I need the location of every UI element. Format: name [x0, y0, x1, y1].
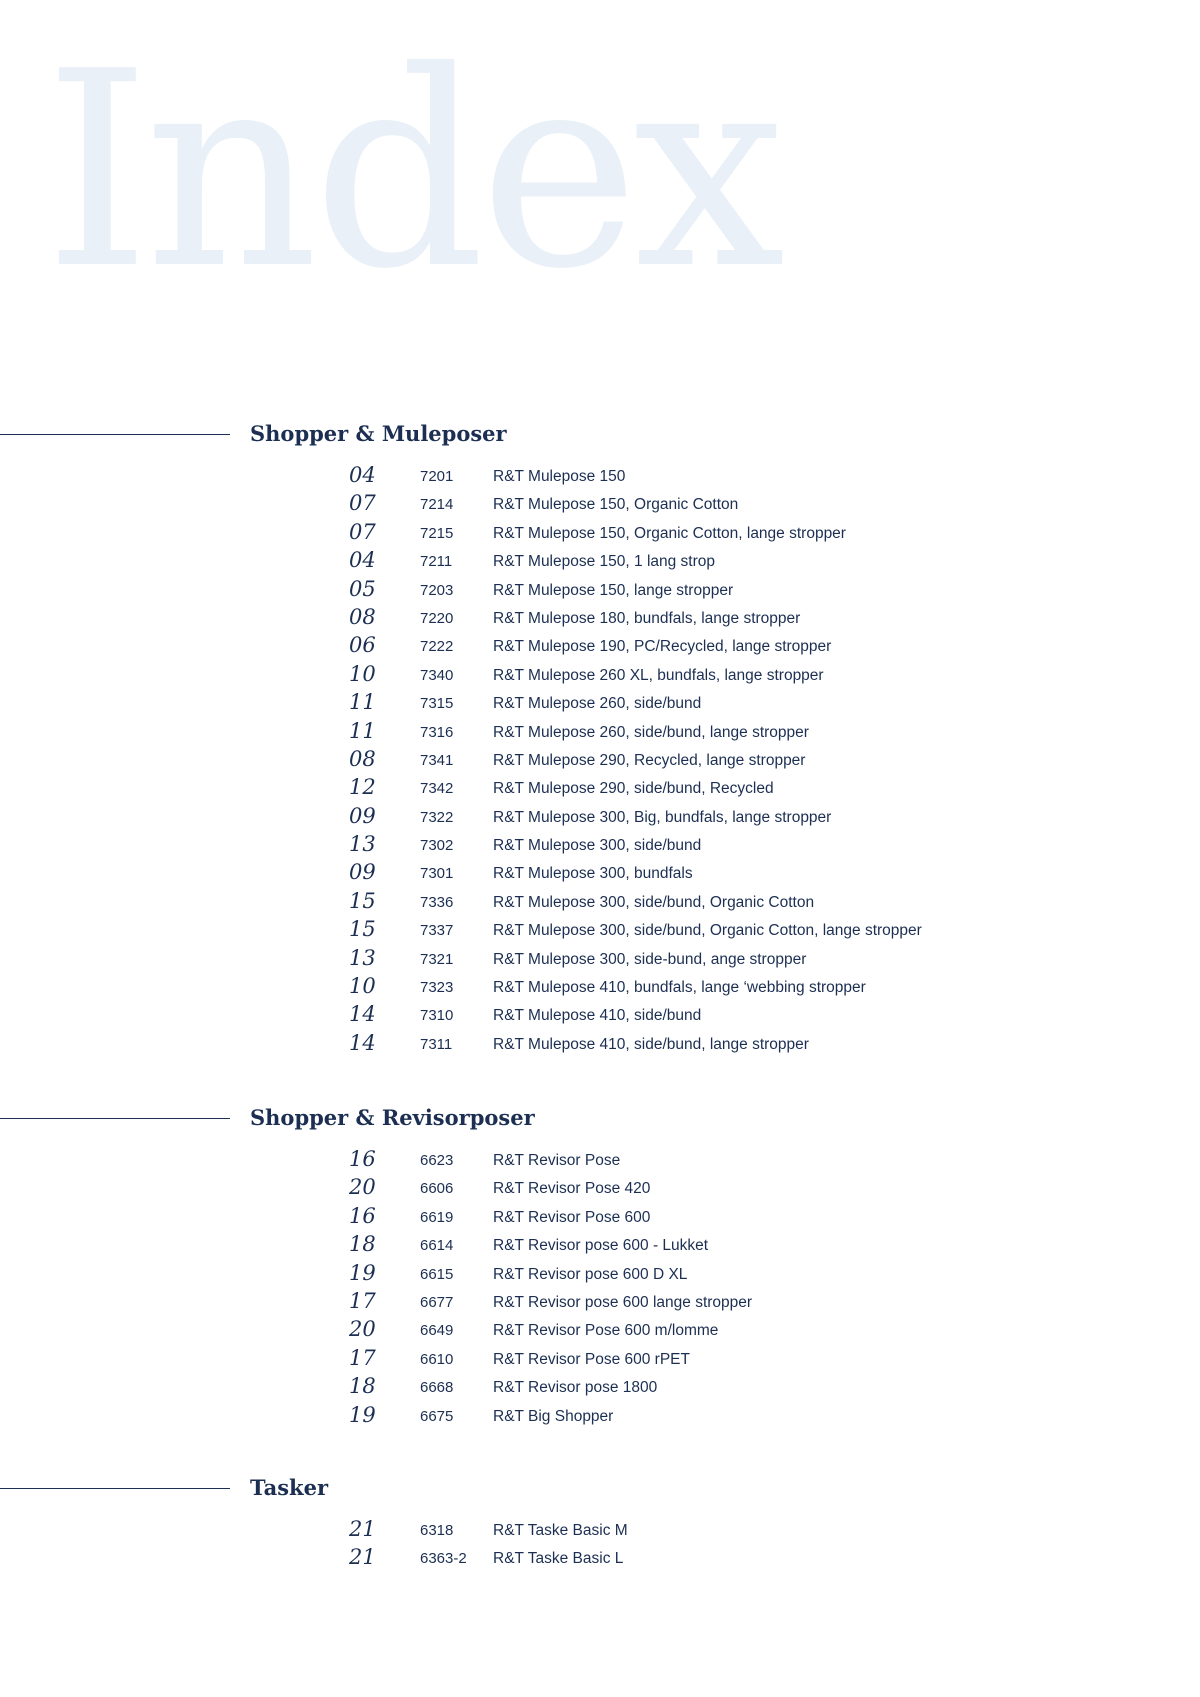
index-row — [0, 1344, 1200, 1372]
product-code: 7201 — [420, 468, 454, 485]
product-name: R&T Mulepose 260, side/bund, lange stropper — [493, 723, 809, 741]
index-row — [0, 915, 1200, 943]
product-code: 7337 — [420, 922, 454, 940]
index-row — [0, 1230, 1200, 1258]
product-code: 6623 — [420, 1152, 454, 1169]
product-name: R&T Mulepose 300, side/bund — [493, 837, 702, 855]
page-number: 06 — [349, 633, 376, 658]
index-row — [0, 1287, 1200, 1315]
product-name: R&T Mulepose 300, bundfals — [493, 865, 693, 883]
index-row — [0, 1515, 1200, 1543]
page-number: 14 — [349, 1030, 376, 1055]
page-number: 09 — [349, 860, 376, 885]
index-row — [0, 1173, 1200, 1201]
product-code: 6615 — [420, 1265, 454, 1283]
product-code: 7220 — [420, 609, 454, 627]
product-name: R&T Mulepose 300, side/bund, Organic Cotton — [493, 893, 815, 911]
index-row — [0, 575, 1200, 603]
index-row — [0, 1202, 1200, 1230]
product-name: R&T Mulepose 190, PC/Recycled, lange stropper — [493, 638, 832, 656]
page-number: 08 — [349, 604, 376, 629]
page-number: 20 — [349, 1317, 376, 1342]
product-code: 7316 — [420, 723, 454, 741]
page-number: 20 — [349, 1175, 376, 1200]
product-name: R&T Revisor Pose — [493, 1152, 621, 1169]
product-code: 6677 — [420, 1293, 454, 1311]
index-row — [0, 773, 1200, 801]
product-code: 7203 — [420, 581, 454, 599]
index-row — [0, 745, 1200, 773]
page-number: 15 — [349, 888, 376, 913]
product-code: 6610 — [420, 1350, 454, 1368]
index-row — [0, 972, 1200, 1000]
product-name: R&T Mulepose 290, side/bund, Recycled — [493, 780, 774, 798]
product-code: 7342 — [420, 780, 454, 798]
page-number: 21 — [349, 1517, 376, 1541]
section-rule — [0, 1488, 230, 1489]
page-number: 04 — [349, 548, 376, 573]
product-name: R&T Mulepose 180, bundfals, lange stropper — [493, 609, 801, 627]
product-name: R&T Mulepose 150, lange stropper — [493, 581, 734, 599]
product-code: 7322 — [420, 808, 454, 826]
product-name: R&T Mulepose 260 XL, bundfals, lange stropper — [493, 666, 824, 684]
product-code: 7310 — [420, 1007, 454, 1025]
page-number: 12 — [349, 775, 376, 800]
index-row — [0, 1372, 1200, 1400]
product-code: 7315 — [420, 695, 454, 713]
product-name: R&T Mulepose 150 — [493, 468, 626, 485]
product-name: R&T Big Shopper — [493, 1407, 614, 1425]
index-row — [0, 830, 1200, 858]
product-name: R&T Revisor pose 600 D XL — [493, 1265, 688, 1283]
page-number: 13 — [349, 832, 376, 857]
product-name: R&T Revisor pose 600 - Lukket — [493, 1237, 709, 1255]
page-number: 18 — [349, 1232, 376, 1257]
product-name: R&T Mulepose 290, Recycled, lange stropper — [493, 751, 806, 769]
page-number: 11 — [349, 718, 376, 743]
index-list — [0, 1145, 1200, 1429]
page-number: 17 — [349, 1288, 376, 1313]
index-row — [0, 802, 1200, 830]
product-name: R&T Taske Basic M — [493, 1522, 628, 1539]
product-code: 6649 — [420, 1322, 454, 1340]
index-list — [0, 461, 1200, 1057]
product-code: 6675 — [420, 1407, 454, 1425]
index-row — [0, 518, 1200, 546]
index-row — [0, 944, 1200, 972]
product-code: 7323 — [420, 979, 454, 997]
product-code: 7302 — [420, 837, 454, 855]
page-number: 05 — [349, 576, 376, 601]
product-code: 6614 — [420, 1237, 454, 1255]
product-code: 7321 — [420, 950, 454, 968]
page-number: 09 — [349, 803, 376, 828]
index-row — [0, 1315, 1200, 1343]
product-name: R&T Revisor Pose 600 rPET — [493, 1350, 690, 1368]
page-number: 17 — [349, 1345, 376, 1370]
page-number: 14 — [349, 1002, 376, 1027]
product-name: R&T Mulepose 410, side/bund, lange stropper — [493, 1035, 809, 1053]
index-row — [0, 631, 1200, 659]
index-row — [0, 688, 1200, 716]
index-row — [0, 1543, 1200, 1571]
page-number: 13 — [349, 945, 376, 970]
page-number: 10 — [349, 661, 376, 686]
product-code: 7222 — [420, 638, 454, 656]
product-name: R&T Mulepose 150, Organic Cotton — [493, 496, 739, 514]
page-number: 19 — [349, 1260, 376, 1285]
product-code: 7214 — [420, 496, 454, 514]
page-number: 16 — [349, 1203, 376, 1228]
page-number: 08 — [349, 746, 376, 771]
index-row — [0, 1029, 1200, 1057]
page-number: 18 — [349, 1374, 376, 1399]
page-number: 19 — [349, 1402, 376, 1427]
index-row — [0, 660, 1200, 688]
index-row — [0, 1145, 1200, 1173]
product-name: R&T Mulepose 300, side/bund, Organic Cotton, lange stropper — [493, 922, 922, 940]
index-row — [0, 1259, 1200, 1287]
product-name: R&T Revisor Pose 600 — [493, 1208, 651, 1226]
product-name: R&T Taske Basic L — [493, 1550, 624, 1568]
product-code: 6363-2 — [420, 1550, 467, 1568]
page-number: 04 — [349, 463, 376, 487]
product-code: 7215 — [420, 524, 454, 542]
product-code: 7301 — [420, 865, 454, 883]
page-number: 11 — [349, 690, 376, 715]
index-row — [0, 461, 1200, 489]
section-title: Shopper & Muleposer — [250, 421, 507, 446]
product-name: R&T Mulepose 150, Organic Cotton, lange stropper — [493, 524, 846, 542]
product-code: 7211 — [420, 553, 453, 571]
product-code: 6318 — [420, 1522, 454, 1539]
product-name: R&T Mulepose 410, side/bund — [493, 1007, 702, 1025]
page-number: 07 — [349, 519, 376, 544]
section-rule — [0, 434, 230, 435]
page-number: 21 — [349, 1545, 376, 1570]
product-code: 6668 — [420, 1379, 454, 1397]
product-code: 7336 — [420, 893, 454, 911]
index-row — [0, 858, 1200, 886]
product-name: R&T Mulepose 150, 1 lang strop — [493, 553, 716, 571]
page-number: 07 — [349, 491, 376, 516]
page-number: 16 — [349, 1147, 376, 1171]
product-name: R&T Mulepose 300, side-bund, ange stropper — [493, 950, 807, 968]
index-row — [0, 489, 1200, 517]
product-code: 7340 — [420, 666, 454, 684]
product-name: R&T Mulepose 410, bundfals, lange ‘webbing stropper — [493, 979, 866, 997]
product-name: R&T Revisor Pose 600 m/lomme — [493, 1322, 719, 1340]
section-title: Tasker — [250, 1475, 329, 1500]
page-number: 15 — [349, 917, 376, 942]
index-list — [0, 1515, 1200, 1572]
product-name: R&T Revisor pose 600 lange stropper — [493, 1293, 753, 1311]
section-rule — [0, 1118, 230, 1119]
page-number: 10 — [349, 974, 376, 999]
product-name: R&T Mulepose 300, Big, bundfals, lange stropper — [493, 808, 832, 826]
page-title: Index — [44, 13, 780, 328]
index-row — [0, 603, 1200, 631]
index-row — [0, 887, 1200, 915]
product-name: R&T Revisor pose 1800 — [493, 1379, 658, 1397]
section-title: Shopper & Revisorposer — [250, 1105, 535, 1130]
index-row — [0, 1000, 1200, 1028]
index-row — [0, 546, 1200, 574]
product-name: R&T Revisor Pose 420 — [493, 1180, 651, 1198]
index-row — [0, 1401, 1200, 1429]
product-code: 7341 — [420, 751, 454, 769]
product-code: 6619 — [420, 1208, 454, 1226]
product-code: 7311 — [420, 1035, 453, 1053]
product-code: 6606 — [420, 1180, 454, 1198]
index-row — [0, 717, 1200, 745]
product-name: R&T Mulepose 260, side/bund — [493, 695, 702, 713]
